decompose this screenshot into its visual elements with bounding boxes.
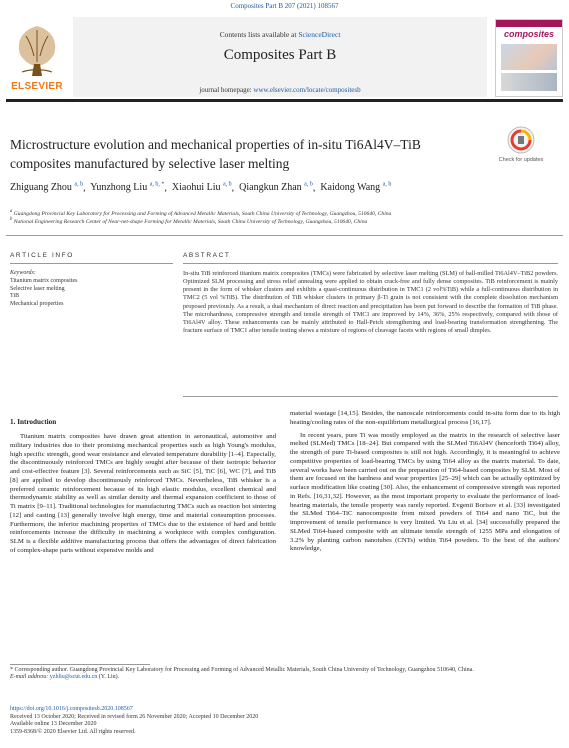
paragraph: In recent years, pure Ti was mostly employed as the matrix in the research of selective laser melted (SLMed) TMCs [18–24]. But compared with the SLMed Ti6Al4V (henceforth Ti64) alloy, the strength of pure Ti-based composites is still not high. Accordingly, it is meaningful to achieve competitive properties of load-bearing TMCs by using Ti64 alloy as the matrix material. To date, several works have been carried out on the preparation of Ti64-based composites by SLM. Most of them are focused on the hardness and wear properties [25–29] which can be actually optimized by surface modification like coating [30]. Also, the enhancement of compressive strength was reported in Refs. [16,31,32]. However, as the most important property to evaluate the performance of load-bearing materials, the tensile property was rarely reported. Evgenii Borisov et al. [33] investigated the SLMed Ti64–TiC nanocomposite from mixed powders of Ti64 and nano TiC, but the improvement of tensile performance is very limited. Yu Liu et al. [34] successfully prepared the SLMed Ti64-based composite with an ultimate tensile strength of 1255 MPa and elongation of 3.2% by planting carbon nanotubes (CNTs) within Ti64 powders. To the best of the authors' knowledge,: [290, 431, 560, 553]
publisher-logo[interactable]: [6, 19, 68, 97]
footnote-divider: [10, 664, 150, 665]
author[interactable]: Yunzhong Liu $^{a, b, *}$: [90, 182, 165, 194]
contents-prefix: Contents lists available at: [219, 30, 297, 39]
journal-title: Composites Part B: [223, 47, 337, 63]
header-divider: [6, 99, 563, 102]
elsevier-tree-icon: [12, 22, 62, 79]
corresponding-text: * Corresponding author. Guangdong Provincial Key Laboratory for Processing and Forming of Advanced Metallic Materials, South China University of Technology, Guangzhou 510640, China.: [10, 667, 474, 673]
corresponding-author-note: [10, 667, 560, 682]
article-title: Microstructure evolution and mechanical properties of in-situ Ti6Al4V–TiB composites manufactured by selective laser melting: [10, 137, 421, 171]
email-line: [10, 674, 560, 681]
homepage-line: [73, 86, 487, 94]
publisher-name: ELSEVIER: [11, 81, 63, 92]
email-suffix: (Y. Liu).: [98, 674, 120, 681]
abstract-heading: ABSTRACT: [183, 252, 231, 259]
cover-title: composites: [503, 29, 554, 39]
author[interactable]: Xiaohui Liu $^{a, b}$: [171, 182, 232, 194]
intro-right-column: [290, 410, 560, 554]
copyright: 1359-8368/© 2020 Elsevier Ltd. All rights reserved.: [10, 728, 136, 735]
publication-info: [10, 706, 560, 736]
keyword: TiB: [10, 293, 20, 300]
received-dates: Received 13 October 2020; Received in revised form 26 November 2020; Accepted 10 December 2020: [10, 713, 259, 720]
journal-reference[interactable]: Composites Part B 207 (2021) 108567: [230, 2, 339, 10]
intro-left-column: [10, 433, 276, 556]
affiliation-b: $^b$ National Engineering Research Center of Near-net-shape Forming for Metallic Materials, South China University of Technology, Guangzhou, 510640, China: [10, 217, 368, 225]
available-online: Available online 13 December 2020: [10, 721, 97, 728]
abstract-divider: [183, 263, 558, 264]
keywords-block: [10, 270, 170, 309]
homepage-link[interactable]: www.elsevier.com/locate/compositesb: [253, 86, 361, 94]
email-link[interactable]: yzhliu@scut.edu.cn: [49, 674, 98, 681]
paragraph: Titanium matrix composites have drawn great attention in aeronautical, automotive and military industries due to their promising mechanical properties such as high Young's modulus, high specific strength, good wear resistance and elevated temperature durability [1–4]. Especially, the discontinuously reinforced TMCs are highly sought after because of their isotropic behavior and cost-effective feature [3]. Several reinforcements such as SiC [5], TiC [6], WC [7], and TiB [8] are applied to develop discontinuously reinforced TMCs. Nevertheless, TiB whisker is a preferred ceramic reinforcement because of its high elastic modulus, excellent chemical and thermodynamic stability as well as similar density and thermal expansion coefficient to those of Ti matrix [9–11]. Traditional technologies for manufacturing TMCs such as reaction hot sintering [12] and casting [13] generally involve high energy, time and material consumption processes. Furthermore, the inferior machining properties of TMCs due to the existence of hard and brittle reinforcements increase the difficulty in machining a workpiece with complex configuration. SLM is a flexible additive manufacturing process that offers the advantages of direct fabrication of complex-shape parts without expensive molds and: [10, 433, 276, 554]
paragraph: material wastage [14,15]. Besides, the nanoscale reinforcements could in-situ form due to its high heating/cooling rates of the non-equilibrium metallurgical process [16,17].: [290, 410, 560, 426]
author[interactable]: Kaidong Wang $^{a, b}$: [320, 182, 392, 194]
affiliation-divider: [6, 235, 563, 236]
email-label: E-mail address:: [10, 674, 49, 681]
section-heading-introduction: 1. Introduction: [10, 418, 57, 426]
article-info-heading: ARTICLE INFO: [10, 252, 74, 259]
author-list: Zhiguang Zhou $^{a, b}$, Yunzhong Liu $^{a, b, *}$, Xiaohui Liu $^{a, b}$, Qiangkun Zhan $^{a, b}$, Kaidong Wang $^{a, b}$: [10, 182, 392, 194]
cover-bar: [496, 20, 562, 27]
sciencedirect-link[interactable]: ScienceDirect: [298, 30, 341, 39]
affiliation-a: $^a$ Guangdong Provincial Key Laboratory for Processing and Forming of Advanced Metallic Materials, South China University of Technology, Guangzhou, 510640, China: [10, 209, 392, 217]
header-banner: [73, 17, 487, 97]
abstract-text: In-situ TiB reinforced titanium matrix composites (TMCs) were fabricated by selective laser melting (SLM) of ball-milled Ti6Al4V–TiB2 powders. Optimized SLM processing and stress relief annealing were applied to obtain crack-free and fully dense composites. TiB reinforcement is mainly present in the form of whisker clusters and exhibits a quasi-continuous distribution in TMC1 (2 vol%TiB) while a full-continuous distribution in TMC2 (5 vol %TiB). The distribution of TiB whisker clusters in primary β-Ti grain is not consistent with the complete dissolution mechanism proposed previously. As a result, a dual mechanism of direct reaction and precipitation has been put forward to describe the formation of TiB phase. The microhardness, compressive strength and tensile strength of TMC1 are improved by 14%, 36%, 25% respectively, compared with those of Ti6Al4V alloy. These enhancements can be mainly attributed to Hall-Petch strengthening and load-bearing transformation strengthening. The fracture surface of TMC1 after tensile testing shows a mixture of regions of cleavage facets with regions of small dimples.: [183, 270, 558, 335]
check-for-updates-icon[interactable]: [506, 125, 536, 155]
check-for-updates-label[interactable]: Check for updates: [498, 157, 544, 163]
author[interactable]: Zhiguang Zhou $^{a, b}$: [10, 182, 84, 194]
contents-line: [73, 30, 487, 39]
cover-image: [501, 44, 557, 70]
keywords-label: Keywords:: [10, 270, 36, 276]
journal-cover[interactable]: [495, 19, 563, 97]
cover-image-lower: [501, 73, 557, 91]
abstract-bottom-divider: [183, 396, 558, 397]
keyword: Mechanical properties: [10, 301, 64, 308]
homepage-prefix: journal homepage:: [199, 86, 252, 94]
keyword: Titanium matrix composites: [10, 277, 78, 284]
journal-header: [6, 17, 563, 97]
keyword: Selective laser melting: [10, 285, 65, 292]
article-info-divider: [10, 263, 173, 264]
doi-link[interactable]: https://doi.org/10.1016/j.compositesb.2020.108567: [10, 706, 133, 712]
author[interactable]: Qiangkun Zhan $^{a, b}$: [239, 182, 313, 194]
